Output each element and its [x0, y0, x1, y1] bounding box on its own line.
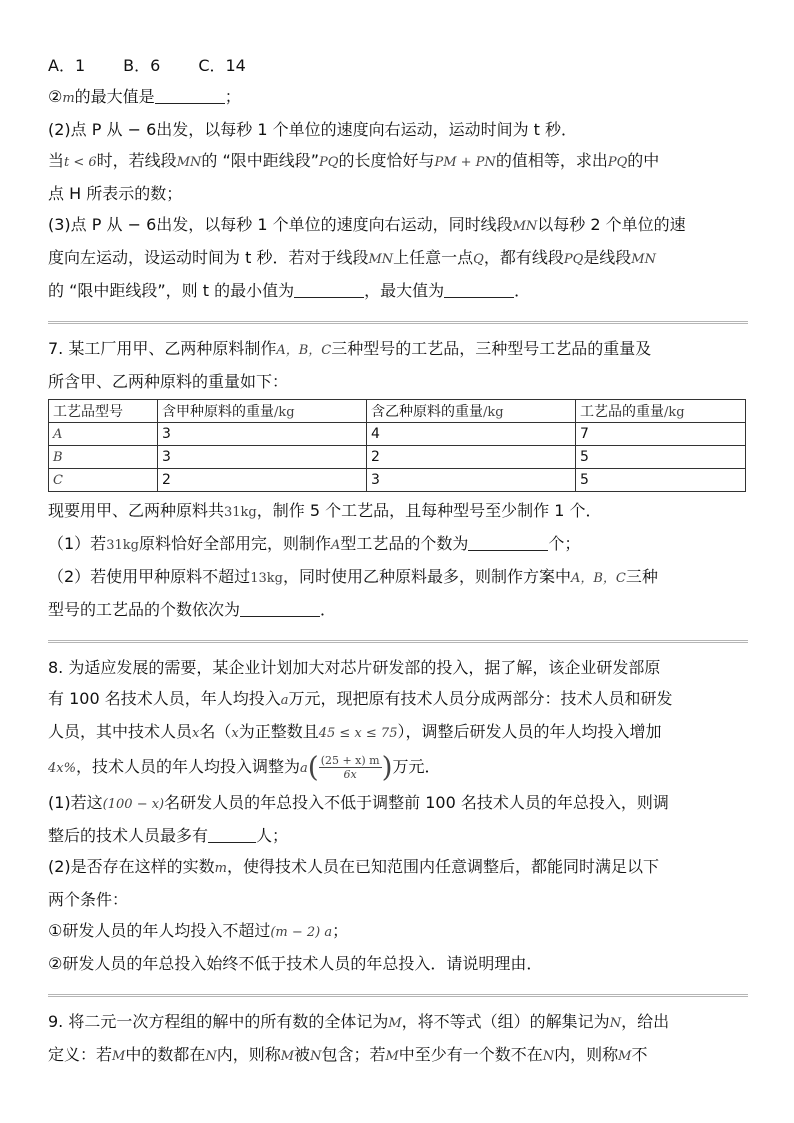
text-fragment: 名（ — [199, 722, 232, 741]
table-row — [49, 446, 746, 469]
text-fragment: ) — [381, 750, 393, 784]
text-fragment: (3)点 P 从 − 6出发，以每秒 1 个单位的速度向右运动，同时线段 — [48, 215, 513, 234]
text-fragment: ； — [224, 87, 241, 106]
text-fragment: 的 “限中距线段” — [201, 151, 320, 170]
text-fragment: 的长度恰好与 — [338, 151, 435, 170]
text-fragment: A，B，C — [276, 343, 332, 358]
table-cell: 2 — [367, 446, 576, 469]
text-fragment: 万元． — [392, 757, 441, 776]
text-fragment: A — [330, 538, 341, 553]
text-fragment: 13kg — [250, 571, 283, 586]
text-fragment: 中至少有一个数不在 — [398, 1045, 543, 1064]
q6-part3-line2 — [48, 242, 748, 275]
table-header-row — [49, 400, 746, 423]
fraction — [319, 754, 382, 781]
text-fragment: 内，则称 — [554, 1045, 619, 1064]
text-fragment: 人员，其中技术人员 — [48, 722, 193, 741]
table-row — [49, 423, 746, 446]
text-fragment: ），调整后研发人员的年人均投入增加 — [397, 722, 662, 741]
materials-table — [48, 399, 746, 492]
text-fragment: 个； — [548, 534, 581, 553]
text-fragment: a — [299, 761, 308, 776]
q6-part2-line1: (2)点 P 从 − 6出发，以每秒 1 个单位的速度向右运动，运动时间为 t 秒． — [48, 120, 578, 139]
text-fragment: 含甲种原料的重量 — [162, 404, 274, 420]
q6-subquestion-2 — [48, 81, 748, 114]
option-b: B．6 — [123, 56, 161, 75]
text-fragment: N — [542, 1049, 555, 1064]
text-fragment: M — [280, 1049, 295, 1064]
table-cell: 3 — [158, 446, 367, 469]
text-fragment: t < 6 — [64, 155, 97, 170]
q9-line1 — [48, 1006, 748, 1039]
text-fragment: PM + PN — [434, 155, 496, 170]
text-fragment: PQ — [607, 155, 628, 170]
table-cell: C — [49, 469, 158, 492]
text-fragment: 定义：若 — [48, 1045, 113, 1064]
q6-part2-line2 — [48, 145, 748, 178]
table-cell: 5 — [576, 446, 746, 469]
q8-line1: 8. 为适应发展的需要，某企业计划加大对芯片研发部的投入，据了解，该企业研发部原 — [48, 658, 661, 677]
text-fragment: 的中 — [627, 151, 660, 170]
text-fragment: ． — [320, 600, 337, 619]
text-fragment: m — [214, 861, 227, 876]
text-fragment: ，同时使用乙种原料最多，则制作方案中 — [282, 567, 571, 586]
text-fragment: 度向左运动，设运动时间为 t 秒．若对于线段 — [48, 248, 369, 267]
text-fragment: N — [609, 1016, 622, 1031]
text-fragment: 的 “限中距线段”，则 t 的最小值为 — [48, 281, 295, 300]
q8-line2 — [48, 683, 748, 716]
table-cell: 7 — [576, 423, 746, 446]
text-fragment: /kg — [664, 405, 685, 420]
text-fragment: 人； — [256, 826, 289, 845]
q6-part2-line3: 点 H 所表示的数； — [48, 184, 183, 203]
answer-blank[interactable] — [155, 87, 225, 104]
q8-condition2: ②研发人员的年总投入始终不低于技术人员的年总投入．请说明理由． — [48, 954, 543, 973]
text-fragment: (m − 2) a — [270, 925, 333, 940]
text-fragment: 型号的工艺品的个数依次为 — [48, 600, 241, 619]
text-fragment: 4x% — [48, 761, 76, 776]
text-fragment: x — [192, 726, 200, 741]
text-fragment: 名研发人员的年总投入不低于调整前 100 名技术人员的年总投入，则调 — [164, 793, 669, 812]
text-fragment: 三种 — [625, 567, 658, 586]
text-fragment: 整后的技术人员最多有 — [48, 826, 209, 845]
text-fragment: 是线段 — [583, 248, 632, 267]
text-fragment: a — [280, 693, 289, 708]
text-fragment: ，制作 5 个工艺品，且每种型号至少制作 1 个． — [256, 501, 602, 520]
text-fragment: ； — [332, 921, 349, 940]
text-fragment: (100 − x) — [102, 797, 165, 812]
q8-part1-line2 — [48, 820, 748, 851]
answer-blank[interactable] — [208, 826, 256, 843]
text-fragment: PQ — [319, 155, 339, 170]
table-cell: 3 — [158, 423, 367, 446]
q6-options — [48, 50, 748, 81]
text-fragment: PQ — [563, 252, 584, 267]
text-fragment: 三种型号的工艺品，三种型号工艺品的重量及 — [331, 339, 652, 358]
text-fragment: ，使得技术人员在已知范围内任意调整后，都能同时满足以下 — [227, 857, 660, 876]
text-fragment: MN — [176, 155, 202, 170]
q8-part1-line1 — [48, 787, 748, 820]
text-fragment: （1）若 — [48, 534, 107, 553]
table-cell: A — [49, 423, 158, 446]
table-cell: B — [49, 446, 158, 469]
text-fragment: 现要用甲、乙两种原料共 — [48, 501, 225, 520]
text-fragment: 7. 某工厂用甲、乙两种原料制作 — [48, 339, 277, 358]
table-header — [576, 400, 746, 423]
option-a: A．1 — [48, 56, 86, 75]
text-fragment: ，给出 — [621, 1012, 670, 1031]
table-header — [367, 400, 576, 423]
table-row — [49, 469, 746, 492]
text-fragment: (1)若这 — [48, 793, 103, 812]
text-fragment: 万元，现把原有技术人员分成两部分：技术人员和研发 — [288, 689, 673, 708]
text-fragment: x — [231, 726, 239, 741]
text-fragment: ② — [48, 87, 63, 106]
text-fragment: N — [310, 1049, 322, 1064]
text-fragment: MN — [631, 252, 656, 267]
answer-blank[interactable] — [468, 534, 548, 551]
text-fragment: M — [618, 1049, 632, 1064]
text-fragment: /kg — [483, 405, 504, 420]
text-fragment: MN — [512, 219, 538, 234]
text-fragment: 9. 将二元一次方程组的解中的所有数的全体记为 — [48, 1012, 389, 1031]
section-divider — [48, 321, 748, 324]
q8-part2-line1 — [48, 851, 748, 884]
q7-part2-line2 — [48, 594, 748, 625]
text-fragment: 工艺品型号 — [53, 404, 123, 420]
text-fragment: ①研发人员的年人均投入不超过 — [48, 921, 271, 940]
text-fragment: 时，若线段 — [96, 151, 177, 170]
text-fragment: 31kg — [106, 538, 139, 553]
text-fragment: ，技术人员的年人均投入调整为 — [75, 757, 300, 776]
text-fragment: 以每秒 2 个单位的速 — [537, 215, 686, 234]
q7-line2: 所含甲、乙两种原料的重量如下： — [48, 372, 289, 391]
text-fragment: M — [112, 1049, 126, 1064]
text-fragment: 45 ≤ x ≤ 75 — [318, 726, 398, 741]
text-fragment: 为正整数且 — [238, 722, 319, 741]
document-page — [48, 50, 748, 1072]
text-fragment: 中的数都在 — [125, 1045, 206, 1064]
table-cell: 2 — [158, 469, 367, 492]
q6-part3-line1 — [48, 209, 748, 242]
q6-part3-line3 — [48, 275, 748, 306]
text-fragment: 当 — [48, 151, 65, 170]
text-fragment: A，B，C — [570, 571, 626, 586]
text-fragment: m — [62, 91, 75, 106]
text-fragment: 内，则称 — [216, 1045, 281, 1064]
text-fragment: Q — [473, 252, 484, 267]
q8-part2-line2: 两个条件： — [48, 890, 129, 909]
answer-blank-max[interactable] — [444, 281, 514, 298]
text-fragment: 原料恰好全部用完，则制作 — [138, 534, 331, 553]
text-fragment: ． — [514, 281, 531, 300]
text-fragment: 上任意一点 — [393, 248, 474, 267]
table-header — [49, 400, 158, 423]
section-divider — [48, 640, 748, 643]
text-fragment: （2）若使用甲种原料不超过 — [48, 567, 251, 586]
q9-line2 — [48, 1039, 748, 1072]
text-fragment: MN — [368, 252, 394, 267]
text-fragment: M — [388, 1016, 402, 1031]
text-fragment: 6x — [343, 768, 357, 781]
q7-line1 — [48, 333, 748, 366]
q8-line3 — [48, 716, 748, 749]
text-fragment: 型工艺品的个数为 — [340, 534, 469, 553]
text-fragment: 包含；若 — [321, 1045, 386, 1064]
text-fragment: 不 — [631, 1045, 648, 1064]
q7-part2-line1 — [48, 561, 748, 594]
q8-condition1 — [48, 915, 748, 948]
text-fragment: 被 — [294, 1045, 311, 1064]
text-fragment: 的值相等，求出 — [495, 151, 608, 170]
section-divider — [48, 994, 748, 997]
table-cell: 4 — [367, 423, 576, 446]
text-fragment: ( — [307, 750, 319, 784]
text-fragment: 工艺品的重量 — [580, 404, 664, 420]
table-cell: 5 — [576, 469, 746, 492]
text-fragment: (2)是否存在这样的实数 — [48, 857, 215, 876]
table-header — [158, 400, 367, 423]
text-fragment: M — [385, 1049, 399, 1064]
text-fragment: 有 100 名技术人员，年人均投入 — [48, 689, 281, 708]
answer-blank-min[interactable] — [294, 281, 364, 298]
text-fragment: ，将不等式（组）的解集记为 — [401, 1012, 610, 1031]
option-c: C．14 — [198, 56, 246, 75]
text-fragment: 的最大值是 — [74, 87, 155, 106]
answer-blank[interactable] — [240, 600, 320, 617]
q7-part1 — [48, 528, 748, 561]
q7-line3 — [48, 495, 748, 528]
text-fragment: (25 + x) m — [320, 754, 380, 767]
text-fragment: N — [205, 1049, 217, 1064]
text-fragment: /kg — [274, 405, 295, 420]
text-fragment: 31kg — [224, 505, 257, 520]
text-fragment: ，最大值为 — [364, 281, 445, 300]
text-fragment: ，都有线段 — [483, 248, 564, 267]
text-fragment: 含乙种原料的重量 — [371, 404, 483, 420]
q8-line4 — [48, 749, 748, 787]
table-cell: 3 — [367, 469, 576, 492]
